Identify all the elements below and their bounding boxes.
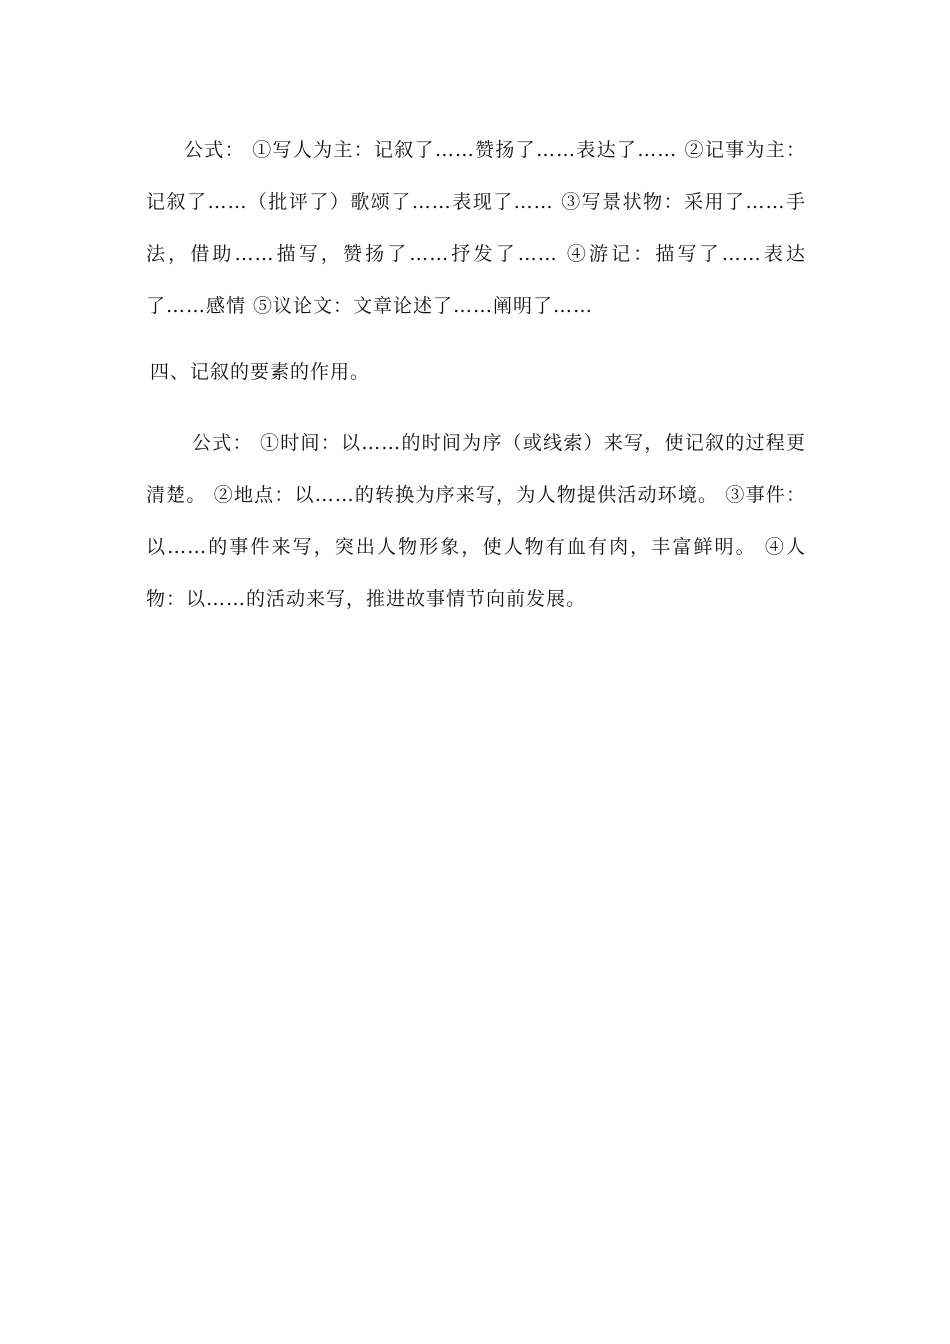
narrative-elements-formula-paragraph: 公式： ①时间：以……的时间为序（或线索）来写，使记叙的过程更清楚。 ②地点：以……的转换为序来写，为人物提供活动环境。 ③事件：以……的事件来写，突出人物形象，使人物有血有肉，丰富鲜明。 ④人物：以……的活动来写，推进故事情节向前发展。 (146, 432, 806, 610)
summary-formula-paragraph: 公式： ①写人为主：记叙了……赞扬了……表达了…… ②记事为主：记叙了……（批评了）歌颂了……表现了…… ③写景状物：采用了……手法，借助……描写，赞扬了……抒发了…… ④游记：描写了……表达了……感情 ⑤议论文：文章论述了……阐明了…… (146, 139, 806, 317)
section-heading-narrative-elements: 四、记叙的要素的作用。 (150, 361, 371, 383)
